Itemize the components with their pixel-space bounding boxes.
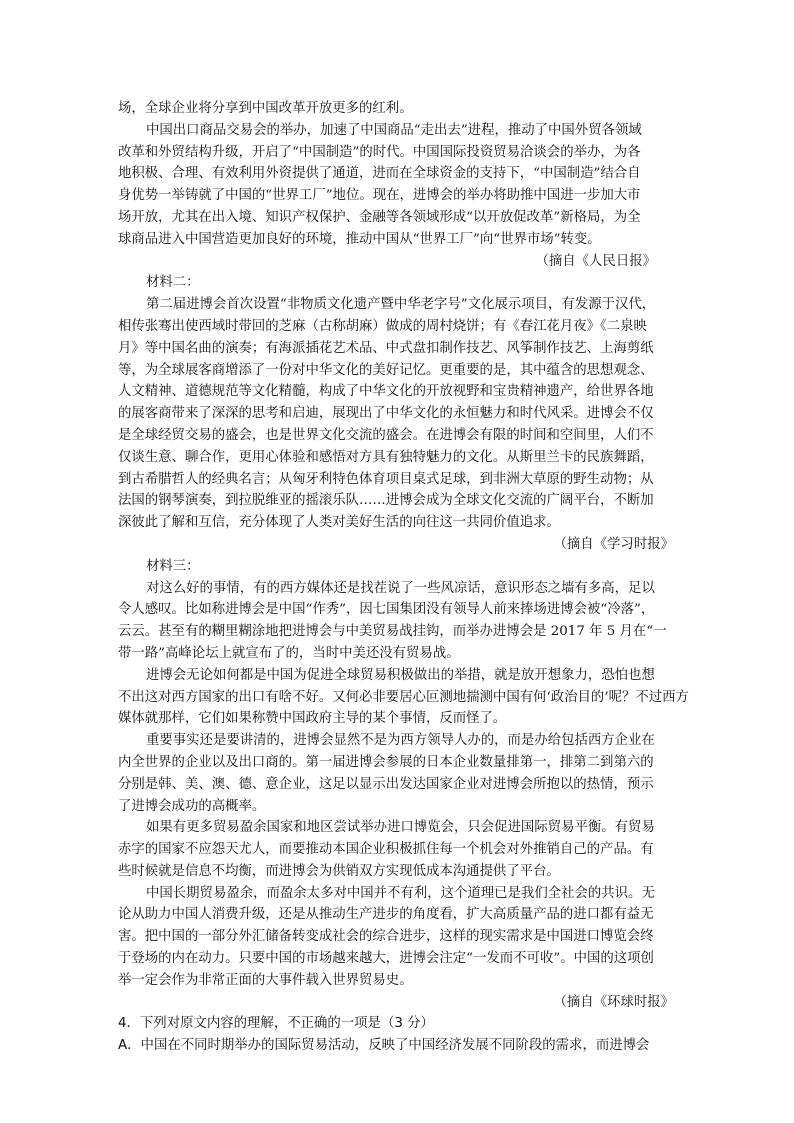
paragraph-line: 了进博会成功的高概率。 — [118, 798, 266, 814]
paragraph-line: 云云。甚至有的糊里糊涂地把进博会与中美贸易战挂钩，而举办进博会是 2017 年 5 月在“一 — [118, 624, 667, 640]
paragraph-line: 分别是韩、美、澳、德、意企业，这足以显示出发达国家企业对进博会所抱以的热情，预示 — [118, 776, 654, 792]
paragraph-line: 如果有更多贸易盈余国家和地区尝试举办进口博览会，只会促进国际贸易平衡。有贸易 — [146, 820, 655, 836]
material-one-text — [118, 98, 678, 272]
paragraph-line: 人文精神、道德规范等文化精髓，构成了中华文化的开放视野和宝贵精神遗产，给世界各地 — [118, 384, 654, 400]
paragraph-line: 中国长期贸易盈余，而盈余太多对中国并不有利，这个道理已是我们全社会的共识。无 — [146, 885, 655, 901]
material-three-text — [118, 578, 689, 992]
paragraph-line: 媒体就那样，它们如果称赞中国政府主导的某个事情，反而怪了。 — [118, 711, 507, 727]
document-page — [118, 98, 689, 1057]
paragraph-line: 论从助力中国人消费升级，还是从推动生产进步的角度看，扩大高质量产品的进口都有益无 — [118, 907, 654, 923]
paragraph-line: 举一定会作为非常正面的大事件载入世界贸易史。 — [118, 972, 413, 988]
material-label: 材料二： — [146, 275, 200, 291]
paragraph-line: 改革和外贸结构升级，开启了“中国制造”的时代。中国国际投资贸易洽谈会的举办，为各 — [118, 144, 641, 160]
paragraph-line: 带一路”高峰论坛上就宣布了的，当时中美还没有贸易战。 — [118, 645, 460, 661]
paragraph-line: 害。把中国的一部分外汇储备转变成社会的综合进步，这样的现实需求是中国进口博览会终 — [118, 929, 654, 945]
paragraph-line: 相传张骞出使西域时带回的芝麻（古称胡麻）做成的周村烧饼；有《春江花月夜》《二泉映 — [118, 318, 647, 334]
paragraph-line: 深彼此了解和互信，充分体现了人类对美好生活的向往这一共同价值追求。 — [118, 515, 560, 531]
paragraph-line: 场开放，尤其在出入境、知识产权保护、金融等各领域形成“以开放促改革”新格局，为全 — [118, 209, 641, 225]
paragraph-line: 些时候就是信息不均衡，而进博会为供销双方实现低成本沟通提供了平台。 — [118, 863, 560, 879]
source-citation: （摘自《人民日报》 — [535, 253, 656, 269]
paragraph-line: 是全球经贸交易的盛会，也是世界文化交流的盛会。在进博会有限的时间和空间里，人们不 — [118, 427, 654, 443]
paragraph-line: 对这么好的事情，有的西方媒体还是找茬说了一些风凉话，意识形态之墙有多高，足以 — [146, 580, 655, 596]
paragraph-line: 球商品进入中国营造更加良好的环境，推动中国从“世界工厂”向“世界市场”转变。 — [118, 231, 601, 247]
paragraph-line: 内全世界的企业以及出口商的。第一届进博会参展的日本企业数量排第一，排第二到第六的 — [118, 754, 654, 770]
paragraph-line: 进博会无论如何都是中国为促进全球贸易积极做出的举措，就是放开想象力，恐怕也想 — [146, 667, 655, 683]
question-stem: 4．下列对原文内容的理解，不正确的一项是（3 分） — [118, 1016, 434, 1032]
paragraph-line: 的展客商带来了深深的思考和启迪，展现出了中华文化的永恒魅力和时代风采。进博会不仅 — [118, 406, 654, 422]
material-two — [118, 272, 678, 555]
option-a[interactable]: A．中国在不同时期举办的国际贸易活动，反映了中国经济发展不同阶段的需求，而进博会 — [118, 1038, 650, 1054]
paragraph-line: 月》等中国名曲的演奏；有海派插花艺术品、中式盘扣制作技艺、风筝制作技艺、上海剪纸 — [118, 340, 654, 356]
paragraph-line: 身优势一举铸就了中国的“世界工厂”地位。现在，进博会的举办将助推中国进一步加大市 — [118, 188, 641, 204]
paragraph-line: 第二届进博会首次设置“非物质文化遗产暨中华老字号”文化展示项目，有发源于汉代， — [146, 297, 656, 313]
source-citation: （摘自《学习时报》 — [553, 536, 674, 552]
paragraph-line: 地积极、合理、有效利用外资提供了通道，进而在全球资金的支持下，“中国制造”结合自 — [118, 166, 641, 182]
paragraph-line: 不出这对西方国家的出口有啥不好。又何必非要居心叵测地揣测中国有何‘政治目的’呢？不过西方 — [118, 689, 689, 705]
paragraph-line: 令人感叹。比如称进博会是中国“作秀”，因七国集团没有领导人前来捧场进博会被“冷落”， — [118, 602, 655, 618]
question-block — [118, 1013, 678, 1057]
paragraph-line: 法国的钢琴演奏，到拉脱维亚的摇滚乐队……进博会成为全球文化交流的广阔平台，不断加 — [118, 493, 654, 509]
material-three — [118, 556, 689, 1014]
paragraph-line: 等，为全球展客商增添了一份对中华文化的美好记忆。更重要的是，其中蕴含的思想观念、 — [118, 362, 654, 378]
paragraph-line: 中国出口商品交易会的举办，加速了中国商品“走出去”进程，推动了中国外贸各领域 — [146, 122, 642, 138]
paragraph-line: 场，全球企业将分享到中国改革开放更多的红利。 — [118, 101, 413, 116]
paragraph-line: 仅谈生意、聊合作，更用心体验和感悟对方具有独特魅力的文化。从斯里兰卡的民族舞蹈， — [118, 449, 654, 465]
paragraph-line: 到古希腊哲人的经典名言；从匈牙利特色体育项目桌式足球，到非洲大草原的野生动物；从 — [118, 471, 654, 487]
source-citation: （摘自《环球时报》 — [553, 994, 674, 1010]
paragraph-line: 于登场的内在动力。只要中国的市场越来越大，进博会注定“一发而不可收”。中国的这项创 — [118, 951, 654, 967]
paragraph-line: 重要事实还是要讲清的，进博会显然不是为西方领导人办的，而是办给包括西方企业在 — [146, 733, 655, 749]
paragraph-line: 赤字的国家不应怨天尤人，而要推动本国企业积极抓住每一个机会对外推销自己的产品。有 — [118, 842, 654, 858]
material-label: 材料三： — [146, 558, 200, 574]
